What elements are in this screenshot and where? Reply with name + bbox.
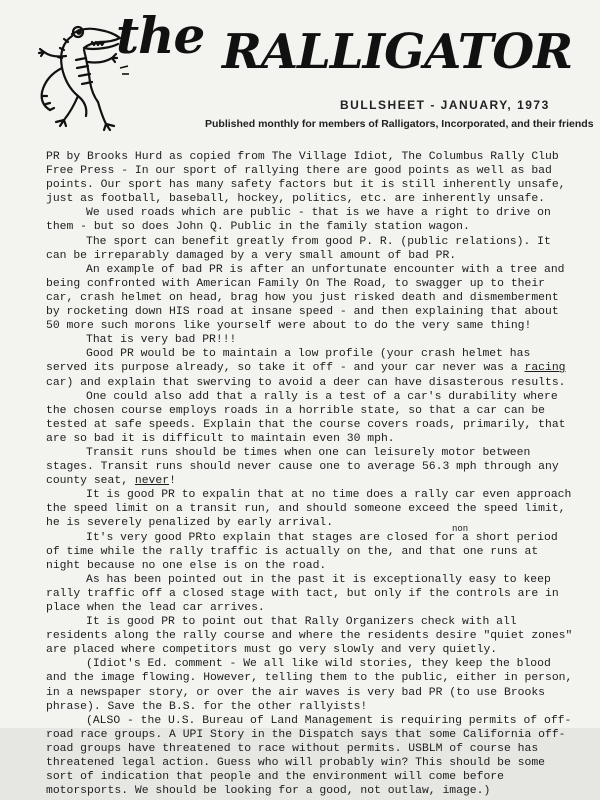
paragraph-12: It is good PR to point out that Rally Organizers check with all residents along the rally course and where the residents desire "quiet zones" are placed where competitors must go very slowly and very quietly. xyxy=(46,616,573,657)
paragraph-8 xyxy=(46,446,576,488)
paragraph-6-text-b: car) and explain that swerving to avoid a deer can have disasterous results. xyxy=(46,376,566,389)
paragraph-5: That is very bad PR!!! xyxy=(86,334,237,347)
masthead-the: the xyxy=(116,6,205,65)
paragraph-9: It is good PR to expalin that at no time does a rally car even approach the speed limit on a transit run, and should someone exceed the speed limit, he is severely penalized by early arrival. xyxy=(46,489,572,530)
masthead-subtitle: Published monthly for members of Ralligators, Incorporated, and their friends xyxy=(205,118,594,130)
paragraph-14: (ALSO - the U.S. Bureau of Land Management is requiring permits of off-road race groups. A UPI Story in the Dispatch says that some California off-road groups have threatened to race without permits. USBLM of course has threatened legal action. Guess who will probably win? This should be some sort of indication that people and the environment will come before motorsports. We should be looking for a good, not outlaw, image.) xyxy=(46,714,572,798)
paragraph-4: An example of bad PR is after an unfortunate encounter with a tree and being confronted with American Family On The Road, to swagger up to their car, crash helmet on head, brag how you just risked death and dismemberment by rocketing down HIS road at insane speed - and then explaining that about 50 more such morons like yourself were about to do the very same thing! xyxy=(46,263,565,333)
issue-line: BULLSHEET - JANUARY, 1973 xyxy=(340,98,550,112)
paragraph-7: One could also add that a rally is a test of a car's durability where the chosen course employs roads in a horrible state, so that a car can be tested at safe speeds. Explain that the course covers roads, primarily, that are so bad it is difficult to maintain even 30 mph. xyxy=(46,390,566,445)
paragraph-13: (Idiot's Ed. comment - We all like wild stories, they keep the blood and the image flowing. However, telling them to the public, either in person, in a newspaper story, or over the air waves is very bad PR (to use Brooks phrase). Save the B.S. for the other rallyists! xyxy=(46,658,573,713)
underlined-never: never xyxy=(134,475,170,488)
paragraph-2: We used roads which are public - that is we have a right to drive on them - but so does John Q. Public in the family station wagon. xyxy=(46,207,551,234)
paragraph-6-text-a: Good PR would be to maintain a low profile (your crash helmet has served its purpose already, so take it off - and your car never was a xyxy=(46,348,531,375)
underlined-racing: racing xyxy=(524,362,566,375)
paragraph-3: The sport can benefit greatly from good P. R. (public relations). It can be irreparably damaged by a very small amount of bad PR. xyxy=(46,235,551,262)
paragraph-8-text-b: ! xyxy=(169,475,176,488)
paragraph-8-text-a: Transit runs should be times when one can leisurely motor between stages. Transit runs should never cause one to average 56.3 mph through any county seat, xyxy=(46,446,559,488)
article-body xyxy=(46,150,576,798)
paragraph-1: PR by Brooks Hurd as copied from The Village Idiot, The Columbus Rally Club Free Press - In our sport of rallying there are good points as well as bad points. Our sport has many safety factors but it is still inherently unsafe, just as football, baseball, hockey, politics, etc. are inherently unsafe. xyxy=(46,151,566,206)
masthead-title: RALLIGATOR xyxy=(222,24,573,80)
paragraph-11: As has been pointed out in the past it is exceptionally easy to keep rally traffic off a closed stage with tact, but only if the controls are in place when the lead car arrives. xyxy=(46,573,559,614)
paragraph-6 xyxy=(46,347,576,389)
paragraph-10: It's very good PRto explain that stages are closed for a short period of time while the rally traffic is actually on the, and that one runs at night because no one else is on the road. xyxy=(46,531,558,572)
handwritten-correction: non xyxy=(452,524,469,534)
